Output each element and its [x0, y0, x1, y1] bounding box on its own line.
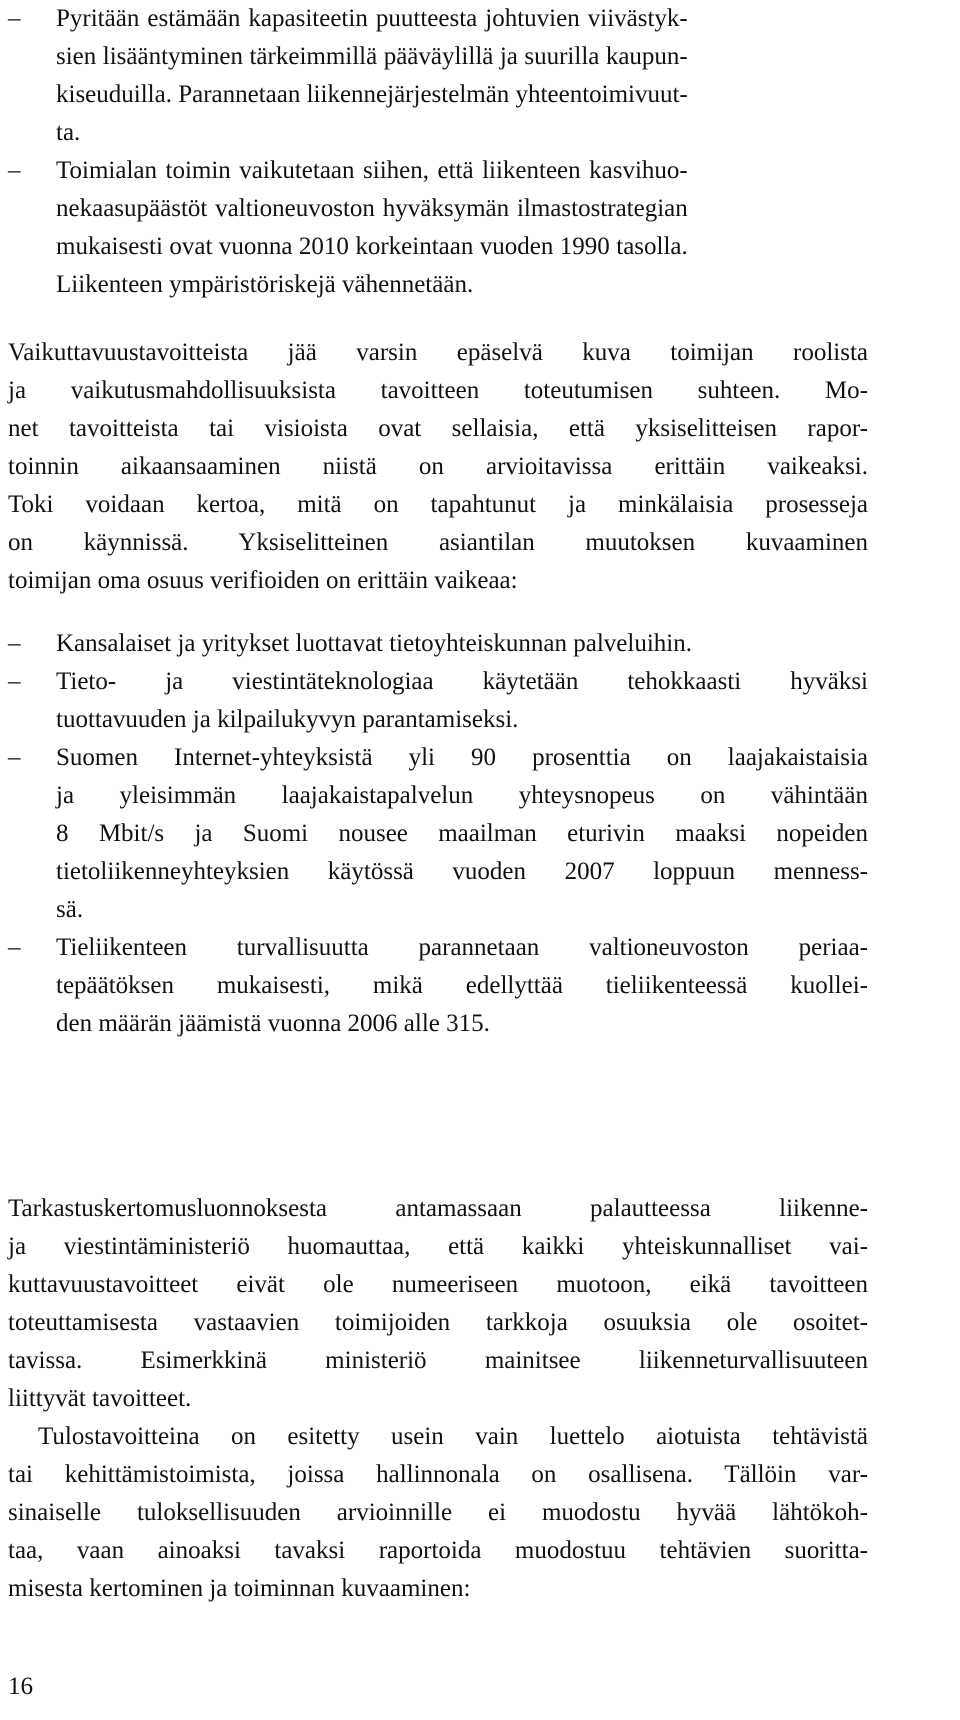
text-line: Kansalaiset ja yritykset luottavat tietoyhteiskunnan palveluihin. [56, 630, 692, 657]
text-line: ta. [56, 119, 81, 146]
page-number: 16 [8, 1673, 33, 1700]
text-line: Toimialan toimin vaikutetaan siihen, että liikenteen kasvihuo- [56, 157, 688, 184]
bullet-dash: – [8, 5, 21, 32]
text-line: liittyvät tavoitteet. [8, 1385, 192, 1412]
text-line: tuottavuuden ja kilpailukyvyn parantamiseksi. [56, 706, 519, 733]
text-line: mukaisesti ovat vuonna 2010 korkeintaan vuoden 1990 tasolla. [56, 233, 688, 260]
text-line: sä. [56, 896, 84, 923]
text-line: taa, vaan ainoaksi tavaksi raportoida muodostuu tehtävien suoritta- [8, 1537, 868, 1564]
text-line: sien lisääntyminen tärkeimmillä pääväylillä ja suurilla kaupun- [56, 43, 688, 70]
list-item [8, 152, 688, 304]
text-line: Tulostavoitteina on esitetty usein vain luettelo aiotuista tehtävistä [38, 1423, 868, 1450]
list-item [8, 0, 688, 152]
text-line: net tavoitteista tai visioista ovat sellaisia, että yksiselitteisen rapor- [8, 415, 868, 442]
text-line: toinnin aikaansaaminen niistä on arvioitavissa erittäin vaikeaksi. [8, 453, 868, 480]
text-line: toimijan oma osuus verifioiden on erittäin vaikeaa: [8, 567, 518, 594]
text-line: on käynnissä. Yksiselitteinen asiantilan muutoksen kuvaaminen [8, 529, 868, 556]
text-line: ja viestintäministeriö huomauttaa, että kaikki yhteiskunnalliset vai- [8, 1233, 868, 1260]
text-line: misesta kertominen ja toiminnan kuvaaminen: [8, 1575, 471, 1602]
bullet-dash: – [8, 744, 21, 771]
text-line: Tieliikenteen turvallisuutta parannetaan valtioneuvoston periaa- [56, 934, 868, 961]
text-line: Tarkastuskertomusluonnoksesta antamassaan palautteessa liikenne- [8, 1195, 868, 1222]
paragraph-3 [8, 1418, 868, 1608]
text-line: Vaikuttavuustavoitteista jää varsin epäselvä kuva toimijan roolista [8, 339, 868, 366]
bullet-dash: – [8, 630, 21, 657]
bullet-list-2 [8, 625, 868, 1043]
text-line: ja vaikutusmahdollisuuksista tavoitteen toteutumisen suhteen. Mo- [8, 377, 868, 404]
text-line: Suomen Internet-yhteyksistä yli 90 prosenttia on laajakaistaisia [56, 744, 868, 771]
text-line: kuttavuustavoitteet eivät ole numeeriseen muotoon, eikä tavoitteen [8, 1271, 868, 1298]
text-line: den määrän jäämistä vuonna 2006 alle 315. [56, 1010, 490, 1037]
bullet-dash: – [8, 157, 21, 184]
bullet-list-1 [8, 0, 688, 304]
text-line: tavissa. Esimerkkinä ministeriö mainitsee liikenneturvallisuuteen [8, 1347, 868, 1374]
text-line: Toki voidaan kertoa, mitä on tapahtunut ja minkälaisia prosesseja [8, 491, 868, 518]
text-line: tietoliikenneyhteyksien käytössä vuoden 2007 loppuun menness- [56, 858, 868, 885]
bullet-dash: – [8, 668, 21, 695]
list-item [8, 929, 868, 1043]
text-line: kiseuduilla. Parannetaan liikennejärjestelmän yhteentoimivuut- [56, 81, 688, 108]
text-line: tepäätöksen mukaisesti, mikä edellyttää tieliikenteessä kuollei- [56, 972, 868, 999]
text-line: Tieto- ja viestintäteknologiaa käytetään tehokkaasti hyväksi [56, 668, 868, 695]
paragraph-2 [8, 1190, 868, 1418]
paragraph-1 [8, 334, 868, 600]
text-line: sinaiselle tuloksellisuuden arvioinnille ei muodostu hyvää lähtökoh- [8, 1499, 868, 1526]
text-line: Liikenteen ympäristöriskejä vähennetään. [56, 271, 474, 298]
text-line: nekaasupäästöt valtioneuvoston hyväksymän ilmastostrategian [56, 195, 688, 222]
list-item [8, 739, 868, 929]
text-line: ja yleisimmän laajakaistapalvelun yhteysnopeus on vähintään [56, 782, 868, 809]
list-item [8, 625, 868, 663]
list-item [8, 663, 868, 739]
text-line: Pyritään estämään kapasiteetin puutteesta johtuvien viivästyk- [56, 5, 688, 32]
text-line: 8 Mbit/s ja Suomi nousee maailman eturivin maaksi nopeiden [56, 820, 868, 847]
bullet-dash: – [8, 934, 21, 961]
text-line: toteuttamisesta vastaavien toimijoiden tarkkoja osuuksia ole osoitet- [8, 1309, 868, 1336]
text-line: tai kehittämistoimista, joissa hallinnonala on osallisena. Tällöin var- [8, 1461, 868, 1488]
